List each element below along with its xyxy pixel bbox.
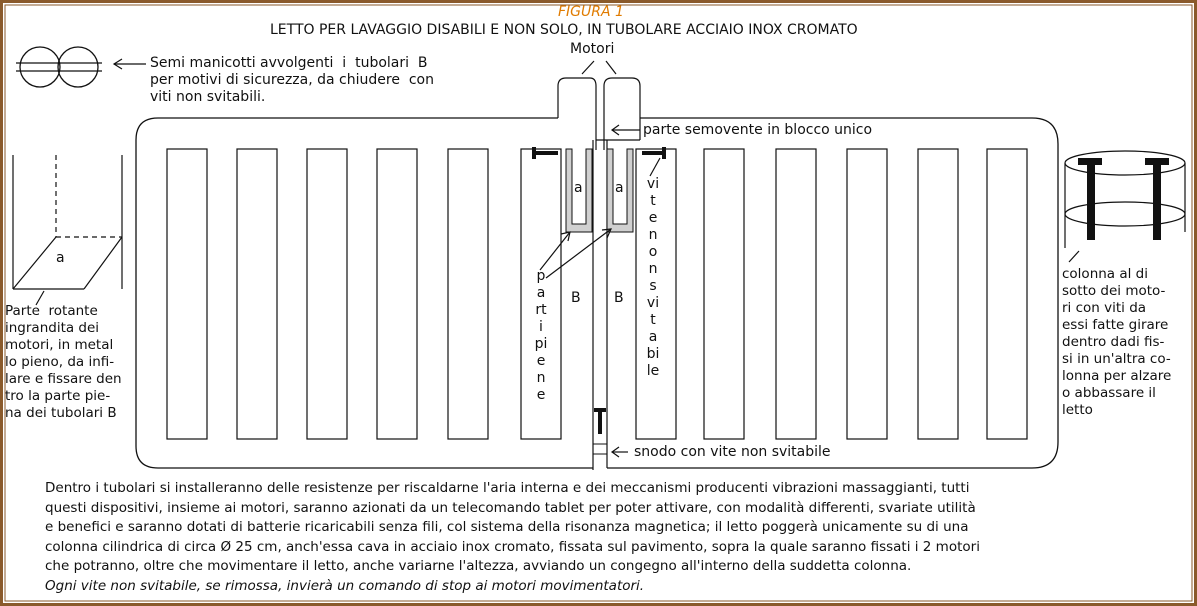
description-line: questi dispositivi, insieme ai motori, saranno azionati da un telecomando tablet per poter attivare, con modalità differenti, svariate utilità bbox=[45, 499, 976, 516]
label-parte-rotante: Parte rotante ingrandita dei motori, in metal lo pieno, da infi- lare e fissare den tro la parte pie- na dei tubolari B bbox=[5, 303, 122, 421]
arrow-snodo bbox=[612, 447, 628, 457]
description-line: Dentro i tubolari si installeranno delle resistenze per riscaldarne l'aria interna e dei meccanismi producenti vibrazioni massaggianti, tutti bbox=[45, 480, 970, 496]
colonna-screws bbox=[1078, 158, 1169, 240]
arrow-manicotti bbox=[114, 59, 146, 69]
arrow-parti-piene bbox=[540, 229, 611, 278]
description-line: che potranno, oltre che movimentare il letto, anche variarne l'altezza, avviando un congegno all'interno della suddetta colonna. bbox=[45, 558, 912, 574]
label-snodo: snodo con vite non svitabile bbox=[634, 444, 831, 460]
label-parti-piene: parti piene bbox=[534, 268, 548, 403]
label-colonna: colonna al di sotto dei moto- ri con viti da essi fatte girare dentro dadi fis- si in un'altra co- lonna per alzare o abbassare il letto bbox=[1062, 266, 1172, 418]
arrow-motori bbox=[582, 61, 616, 74]
label-a-right: a bbox=[615, 180, 624, 196]
screw-snodo bbox=[594, 408, 606, 434]
label-a-left: a bbox=[574, 180, 583, 196]
arrow-semovente bbox=[612, 125, 640, 135]
diagram-title: LETTO PER LAVAGGIO DISABILI E NON SOLO, IN TUBOLARE ACCIAIO INOX CROMATO bbox=[270, 22, 858, 38]
arrow-vite bbox=[650, 158, 660, 176]
label-a-rotante: a bbox=[56, 250, 65, 266]
figure-label: FIGURA 1 bbox=[558, 4, 624, 20]
label-motori: Motori bbox=[570, 41, 615, 57]
label-semi-manicotti: Semi manicotti avvolgenti i tubolari B per motivi di sicurezza, da chiudere con viti non svitabili. bbox=[150, 55, 434, 105]
description-line: Ogni vite non svitabile, se rimossa, invierà un comando di stop ai motori movimentatori. bbox=[45, 577, 645, 594]
description-block bbox=[45, 479, 980, 596]
colonna-icon bbox=[1065, 151, 1185, 248]
label-b-right: B bbox=[614, 290, 624, 306]
label-b-left: B bbox=[571, 290, 581, 306]
bed-slats bbox=[167, 149, 1027, 439]
arrow-colonna bbox=[1069, 251, 1079, 262]
motors-icon bbox=[558, 78, 640, 150]
label-parte-semovente: parte semovente in blocco unico bbox=[643, 122, 873, 138]
parte-rotante-icon bbox=[13, 155, 122, 289]
description-line: e benefici e saranno dotati di batterie ricaricabili senza fili, col sistema della risonanza magnetica; il letto poggerà unicamente su di una bbox=[45, 519, 969, 535]
bed-frame bbox=[136, 118, 1058, 468]
description-line: colonna cilindrica di circa Ø 25 cm, anch'essa cava in acciaio inox cromato, fissata sul pavimento, sopra la quale saranno fissati i 2 motori bbox=[45, 538, 980, 555]
semi-manicotti-icon bbox=[16, 47, 102, 87]
label-vite-non-svitabile: vite non svitabile bbox=[646, 176, 660, 379]
